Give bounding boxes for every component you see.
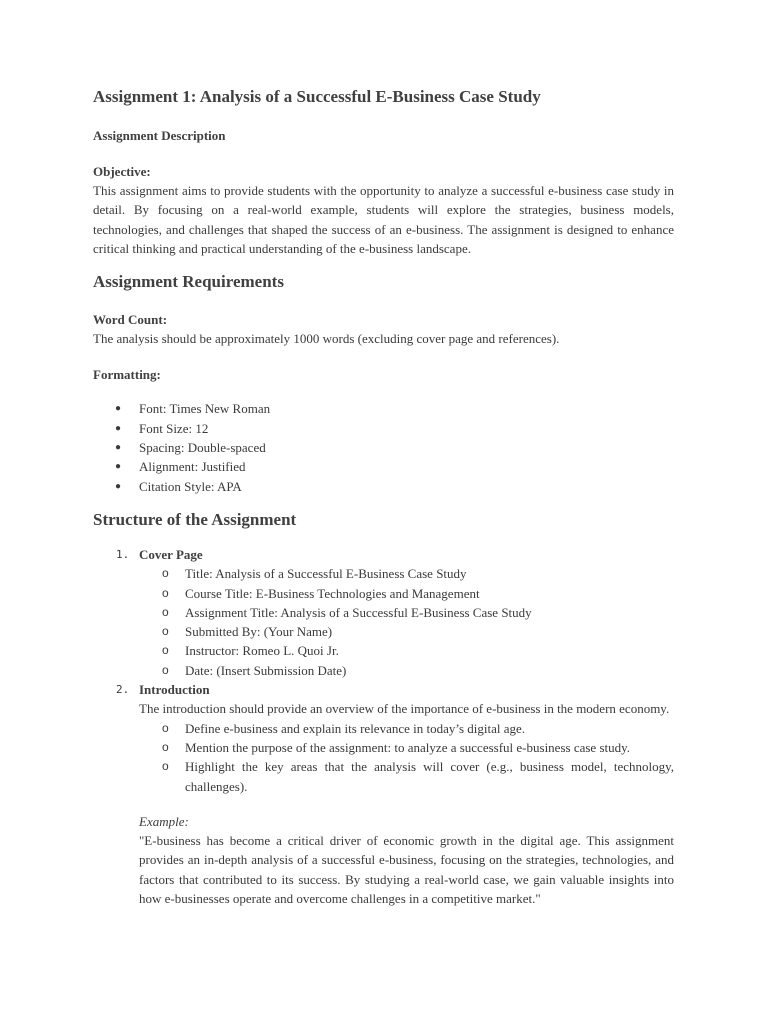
word-count-label: Word Count: xyxy=(93,312,168,328)
circle-bullet-icon: o xyxy=(162,739,169,754)
sub-list xyxy=(139,564,674,680)
circle-bullet-icon: o xyxy=(162,662,169,677)
sub-list-item-text: Define e-business and explain its relevance in today’s digital age. xyxy=(185,720,526,736)
item-title: Introduction xyxy=(139,682,210,698)
sub-list xyxy=(139,719,674,796)
document-title: Assignment 1: Analysis of a Successful E-Business Case Study xyxy=(93,87,541,106)
sub-list-item-text: Course Title: E-Business Technologies and Management xyxy=(185,585,480,601)
list-item-text: Alignment: Justified xyxy=(139,459,246,475)
sub-list-item-text: Instructor: Romeo L. Quoi Jr. xyxy=(185,643,339,659)
list-item-text: Font: Times New Roman xyxy=(139,401,271,417)
example-text: "E-business has become a critical driver of economic growth in the digital age. This assignment provides an in-depth analysis of a successful e-business, focusing on the strategies, technologies, and factors that contributed to its success. By studying a real-world case, we gain valuable insights into how e-businesses operate and overcome challenges in a competitive market." xyxy=(139,833,674,907)
circle-bullet-icon: o xyxy=(162,566,169,581)
formatting-label: Formatting: xyxy=(93,367,161,383)
word-count-text: The analysis should be approximately 1000 words (excluding cover page and references). xyxy=(93,331,560,347)
formatting-list xyxy=(93,399,674,495)
list-item-text: Citation Style: APA xyxy=(139,478,242,494)
sub-list-item xyxy=(139,564,674,583)
item-number: 1. xyxy=(116,547,130,561)
sub-list-item-text: Submitted By: (Your Name) xyxy=(185,624,333,640)
requirements-heading: Assignment Requirements xyxy=(93,272,284,292)
bullet-icon: ● xyxy=(115,403,122,415)
sub-list-item xyxy=(139,584,674,603)
item-title: Cover Page xyxy=(139,546,203,562)
circle-bullet-icon: o xyxy=(162,604,169,619)
bullet-icon: ● xyxy=(115,422,122,434)
structure-item-introduction xyxy=(93,680,674,908)
bullet-icon: ● xyxy=(115,442,122,454)
description-heading: Assignment Description xyxy=(93,128,226,143)
sub-list-item-text: Highlight the key areas that the analysis will cover (e.g., business model, technology, challenges). xyxy=(185,759,674,794)
circle-bullet-icon: o xyxy=(162,643,169,658)
list-item-text: Font Size: 12 xyxy=(139,420,209,436)
sub-list-item xyxy=(139,738,674,757)
structure-heading: Structure of the Assignment xyxy=(93,509,297,529)
list-item xyxy=(93,457,674,476)
circle-bullet-icon: o xyxy=(162,624,169,639)
example-label: Example: xyxy=(139,813,189,829)
introduction-text: The introduction should provide an overview of the importance of e-business in the modern economy. xyxy=(139,701,670,717)
structure-list xyxy=(93,545,674,908)
sub-list-item xyxy=(139,603,674,622)
list-item xyxy=(93,438,674,457)
sub-list-item xyxy=(139,641,674,660)
sub-list-item-text: Date: (Insert Submission Date) xyxy=(185,662,347,678)
objective-label: Objective: xyxy=(93,164,151,179)
sub-list-item-text: Mention the purpose of the assignment: to analyze a successful e-business case study. xyxy=(185,739,631,755)
sub-list-item xyxy=(139,757,674,796)
bullet-icon: ● xyxy=(115,461,122,473)
document-page xyxy=(93,86,674,908)
list-item-text: Spacing: Double-spaced xyxy=(139,440,266,456)
sub-list-item xyxy=(139,622,674,641)
list-item xyxy=(93,477,674,496)
objective-text: This assignment aims to provide students with the opportunity to analyze a successful e-business case study in detail. By focusing on a real-world example, students will explore the strategies, business models, technologies, and challenges that shaped the success of an e-business. The assignment is designed to enhance critical thinking and practical understanding of the e-business landscape. xyxy=(93,183,674,256)
sub-list-item xyxy=(139,719,674,738)
circle-bullet-icon: o xyxy=(162,585,169,600)
sub-list-item-text: Assignment Title: Analysis of a Successful E-Business Case Study xyxy=(185,604,532,620)
structure-item-cover-page xyxy=(93,545,674,680)
list-item xyxy=(93,419,674,438)
circle-bullet-icon: o xyxy=(162,759,169,774)
bullet-icon: ● xyxy=(115,480,122,492)
item-number: 2. xyxy=(116,683,130,697)
sub-list-item xyxy=(139,661,674,680)
circle-bullet-icon: o xyxy=(162,720,169,735)
sub-list-item-text: Title: Analysis of a Successful E-Business Case Study xyxy=(185,566,467,582)
list-item xyxy=(93,399,674,418)
